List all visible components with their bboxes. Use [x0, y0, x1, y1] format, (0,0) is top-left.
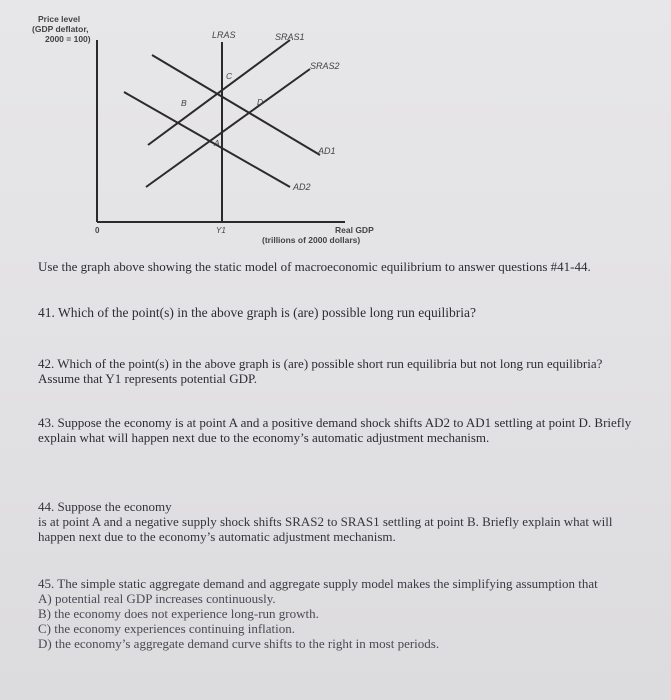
question-44-line-1: 44. Suppose the economy: [38, 499, 172, 514]
sras2-label: SRAS2: [310, 61, 340, 71]
question-41-text: 41. Which of the point(s) in the above graph is (are) possible long run equilibria?: [38, 305, 477, 320]
point-c-label: C: [226, 71, 233, 81]
question-43-text: 43. Suppose the economy is at point A and a positive demand shock shifts AD2 to AD1 settling at point D. Briefly explain what will happen next due to the economy’s automatic adjustment mechanism.: [38, 415, 632, 445]
ad2-label: AD2: [293, 182, 311, 192]
origin-label: 0: [95, 226, 100, 235]
y-axis-label-2: (GDP deflator,: [32, 24, 89, 34]
option-c: C) the economy experiences continuing inflation.: [38, 621, 296, 636]
question-42-text: 42. Which of the point(s) in the above graph is (are) possible short run equilibria but not long run equilibria? Assume that Y1 represents potential GDP.: [38, 356, 603, 386]
point-b-label: B: [181, 98, 187, 108]
x-axis-label-1: Real GDP: [335, 225, 374, 235]
ad2-line: [124, 92, 290, 187]
question-45-stem: 45. The simple static aggregate demand and aggregate supply model makes the simplifying assumption that: [38, 576, 598, 591]
x-axis-label-2: (trillions of 2000 dollars): [262, 235, 361, 245]
question-44: [38, 499, 638, 544]
ad1-line: [152, 55, 320, 155]
question-45: [38, 576, 638, 651]
question-44-line-2: is at point A and a negative supply shock shifts SRAS2 to SRAS1 settling at point B. Briefly explain what will happen next due to the economy’s automatic adjustment mechanism.: [38, 514, 613, 544]
option-d: D) the economy’s aggregate demand curve shifts to the right in most periods.: [38, 636, 440, 651]
ad-as-graph: [0, 0, 671, 250]
point-d-label: D: [257, 97, 264, 107]
question-41: [38, 305, 638, 320]
sras1-line: [148, 40, 290, 145]
question-43: [38, 415, 638, 445]
option-b: B) the economy does not experience long-run growth.: [38, 606, 319, 621]
intro-text: Use the graph above showing the static model of macroeconomic equilibrium to answer questions #41-44.: [38, 259, 591, 274]
sras1-label: SRAS1: [275, 32, 305, 42]
lras-label: LRAS: [212, 30, 236, 40]
question-42: [38, 356, 638, 386]
y-axis-label-1: Price level: [38, 14, 81, 24]
option-a: A) potential real GDP increases continuously.: [38, 591, 276, 606]
y1-label: Y1: [216, 226, 226, 235]
point-a-label: A: [214, 138, 220, 148]
ad1-label: AD1: [318, 146, 336, 156]
y-axis-label-3: 2000 = 100): [45, 34, 91, 44]
